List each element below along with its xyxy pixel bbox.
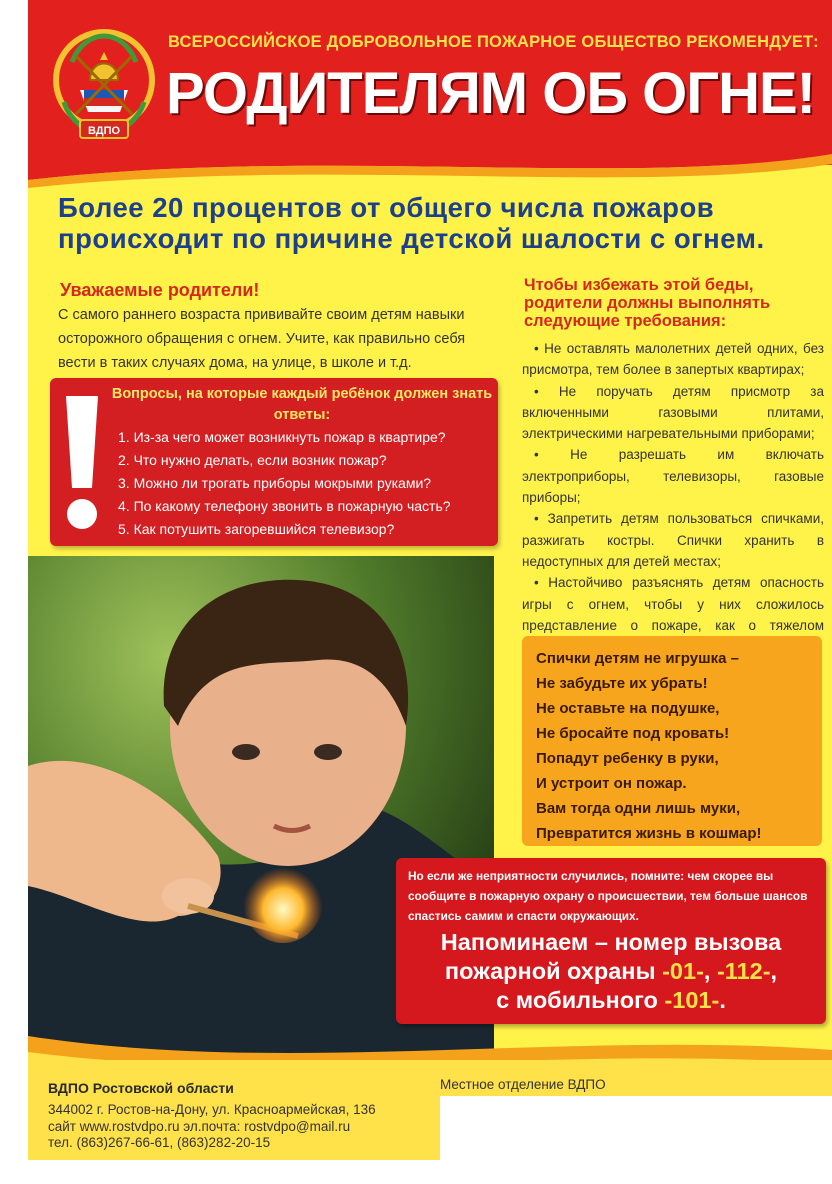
poem-line: Превратится жизнь в кошмар! xyxy=(536,825,762,842)
lead-statement xyxy=(58,192,828,254)
emblem-text: ВДПО xyxy=(87,125,121,137)
intro-heading: Уважаемые родители! xyxy=(60,280,260,300)
poster xyxy=(28,0,832,1160)
poem-line: Попадут ребенку в руки, xyxy=(536,750,719,767)
list-item: • Не оставлять малолетних детей одних, без присмотра, тем более в запертых квартирах; xyxy=(522,341,824,378)
emergency-line-2-text: пожарной охраны xyxy=(444,958,663,984)
footer-phones: тел. (863)267-66-61, (863)282-20-15 xyxy=(48,1135,271,1150)
page-title: РОДИТЕЛЯМ ОБ ОГНЕ! xyxy=(166,61,815,126)
list-item: 5. Как потушить загоревшийся телевизор? xyxy=(118,521,395,537)
header-wave xyxy=(28,140,832,190)
org-recommends: ВСЕРОССИЙСКОЕ ДОБРОВОЛЬНОЕ ПОЖАРНОЕ ОБЩЕСТВО РЕКОМЕНДУЕТ: xyxy=(168,33,819,51)
lead-line-2: происходит по причине детской шалости с огнем. xyxy=(58,223,765,254)
exclamation-icon xyxy=(62,392,102,532)
list-item: 3. Можно ли трогать приборы мокрыми руками? xyxy=(118,475,432,491)
line-3-end: . xyxy=(719,987,726,1013)
separator: , xyxy=(703,958,717,984)
list-item: • Настойчиво разъяснять детям опасность игры с огнем, чтобы у них сложилось представление о пожаре, как о тяжелом xyxy=(522,575,824,633)
questions-box xyxy=(50,378,498,546)
local-branch-label: Местное отделение ВДПО xyxy=(440,1077,606,1092)
emergency-line-2 xyxy=(402,957,820,986)
footer-site: сайт www.rostvdpo.ru эл.почта: rostvdpo@mail.ru xyxy=(48,1118,351,1134)
poem-lines xyxy=(536,646,762,846)
local-branch-blank xyxy=(440,1096,832,1160)
emergency-line-1: Напоминаем – номер вызова xyxy=(440,929,782,955)
phone-101: -101- xyxy=(664,987,720,1013)
emergency-box xyxy=(396,858,826,1024)
list-item: • Не разрешать им включать электроприборы, телевизоры, газовые приборы; xyxy=(522,447,824,506)
poem-line: Не оставьте на подушке, xyxy=(536,700,720,717)
footer-contacts xyxy=(48,1102,376,1152)
poem-line: Не бросайте под кровать! xyxy=(536,725,730,742)
emergency-numbers xyxy=(402,928,820,1015)
poem-box xyxy=(522,636,822,846)
poem-line: И устроит он пожар. xyxy=(536,775,687,792)
emergency-line-3-text: с мобильного xyxy=(496,987,665,1013)
emergency-line-3 xyxy=(402,986,820,1015)
list-item: 1. Из-за чего может возникнуть пожар в квартире? xyxy=(118,429,446,445)
questions-list xyxy=(118,426,498,541)
list-item: • Запретить детям пользоваться спичками, разжигать костры. Спички хранить в недоступных для детей местах; xyxy=(522,511,824,569)
poem-line: Не забудьте их убрать! xyxy=(536,675,708,692)
phone-01: -01- xyxy=(662,958,704,984)
requirements-heading: Чтобы избежать этой беды, родители должны выполнять следующие требования: xyxy=(524,276,771,330)
list-item: 4. По какому телефону звонить в пожарную часть? xyxy=(118,498,451,514)
intro-text: С самого раннего возраста прививайте своим детям навыки осторожного обращения с огнем. Учите, как правильно себя вести в таких случаях дома, на улице, в школе и т.д. xyxy=(58,307,466,371)
emergency-text: Но если же неприятности случились, помните: чем скорее вы сообщите в пожарную охрану о происшествии, тем больше шансов спастись самим и спасти окружающих. xyxy=(408,869,808,923)
lead-line-1: Более 20 процентов от общего числа пожаров xyxy=(58,192,715,223)
footer-org: ВДПО Ростовской области xyxy=(48,1080,234,1096)
poem-line: Спички детям не игрушка – xyxy=(536,650,739,667)
requirements-list xyxy=(522,338,824,657)
phone-112: -112- xyxy=(716,958,771,984)
list-item: • Не поручать детям присмотр за включенными газовыми плитами, электрическими нагревательными приборами; xyxy=(522,383,824,442)
vdpo-emblem xyxy=(50,22,158,147)
poem-line: Вам тогда одни лишь муки, xyxy=(536,800,741,817)
list-item: 2. Что нужно делать, если возник пожар? xyxy=(118,452,387,468)
footer-address: 344002 г. Ростов-на-Дону, ул. Красноармейская, 136 xyxy=(48,1102,376,1117)
line-2-end: , xyxy=(770,958,778,984)
questions-heading: Вопросы, на которые каждый ребёнок должен знать ответы: xyxy=(111,386,493,423)
